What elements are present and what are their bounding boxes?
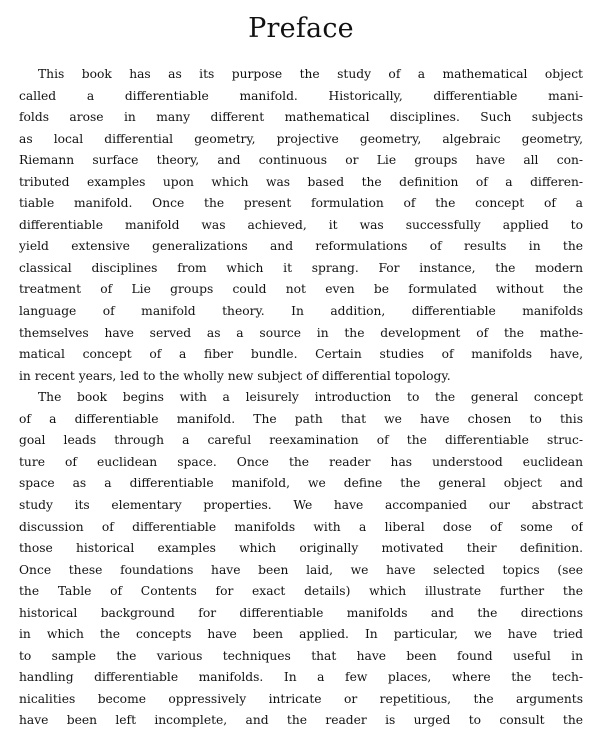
paragraph-2-line: study its elementary properties. We have accompanied our abstract: [19, 497, 583, 512]
paragraph-2-line: of a differentiable manifold. The path that we have chosen to this: [19, 411, 583, 426]
paragraph-2-line: ture of euclidean space. Once the reader has understood euclidean: [19, 454, 583, 469]
paragraph-1-line: called a differentiable manifold. Historically, differentiable mani-: [19, 88, 583, 103]
paragraph-2-line: have been left incomplete, and the reader is urged to consult the: [19, 713, 583, 728]
paragraph-2-line: Once these foundations have been laid, we have selected topics (see: [19, 562, 583, 577]
paragraph-1-line: tributed examples upon which was based the definition of a differen-: [19, 174, 583, 189]
paragraph-1-line: as local differential geometry, projective geometry, algebraic geometry,: [19, 131, 583, 146]
paragraph-1-line: tiable manifold. Once the present formulation of the concept of a: [19, 196, 583, 211]
paragraph-2-line: those historical examples which originally motivated their definition.: [19, 541, 583, 556]
paragraph-1-line: yield extensive generalizations and reformulations of results in the: [19, 239, 583, 254]
paragraph-1-line: themselves have served as a source in the development of the mathe-: [19, 325, 583, 340]
paragraph-1-line: Riemann surface theory, and continuous or Lie groups have all con-: [19, 153, 583, 168]
paragraph-1-line: classical disciplines from which it sprang. For instance, the modern: [19, 260, 583, 275]
paragraph-2-line: historical background for differentiable manifolds and the directions: [19, 605, 583, 620]
paragraph-2-line: to sample the various techniques that have been found useful in: [19, 648, 583, 663]
paragraph-2-line: in which the concepts have been applied. In particular, we have tried: [19, 627, 583, 642]
paragraph-1-line: language of manifold theory. In addition, differentiable manifolds: [19, 304, 583, 319]
paragraph-1-line: in recent years, led to the wholly new subject of differential topology.: [19, 368, 451, 383]
paragraph-1-line: This book has as its purpose the study of a mathematical object: [38, 67, 583, 81]
paragraph-2-line: The book begins with a leisurely introduction to the general concept: [38, 390, 583, 405]
paragraph-2-line: the Table of Contents for exact details) which illustrate further the: [19, 584, 583, 599]
paragraph-1-line: matical concept of a fiber bundle. Certain studies of manifolds have,: [19, 347, 583, 362]
paragraph-2-line: goal leads through a careful reexamination of the differentiable struc-: [19, 433, 583, 448]
paragraph-2-line: handling differentiable manifolds. In a few places, where the tech-: [19, 670, 583, 685]
document-page: [19, 0, 583, 734]
paragraph-2-line: discussion of differentiable manifolds with a liberal dose of some of: [19, 519, 583, 534]
paragraph-1-line: treatment of Lie groups could not even be formulated without the: [19, 282, 583, 297]
paragraph-1-line: folds arose in many different mathematical disciplines. Such subjects: [19, 110, 583, 125]
paragraph-2-line: nicalities become oppressively intricate or repetitious, the arguments: [19, 691, 583, 706]
page-title: Preface: [248, 13, 354, 44]
paragraph-1-line: differentiable manifold was achieved, it was successfully applied to: [19, 217, 583, 232]
paragraph-2-line: space as a differentiable manifold, we define the general object and: [19, 476, 583, 491]
